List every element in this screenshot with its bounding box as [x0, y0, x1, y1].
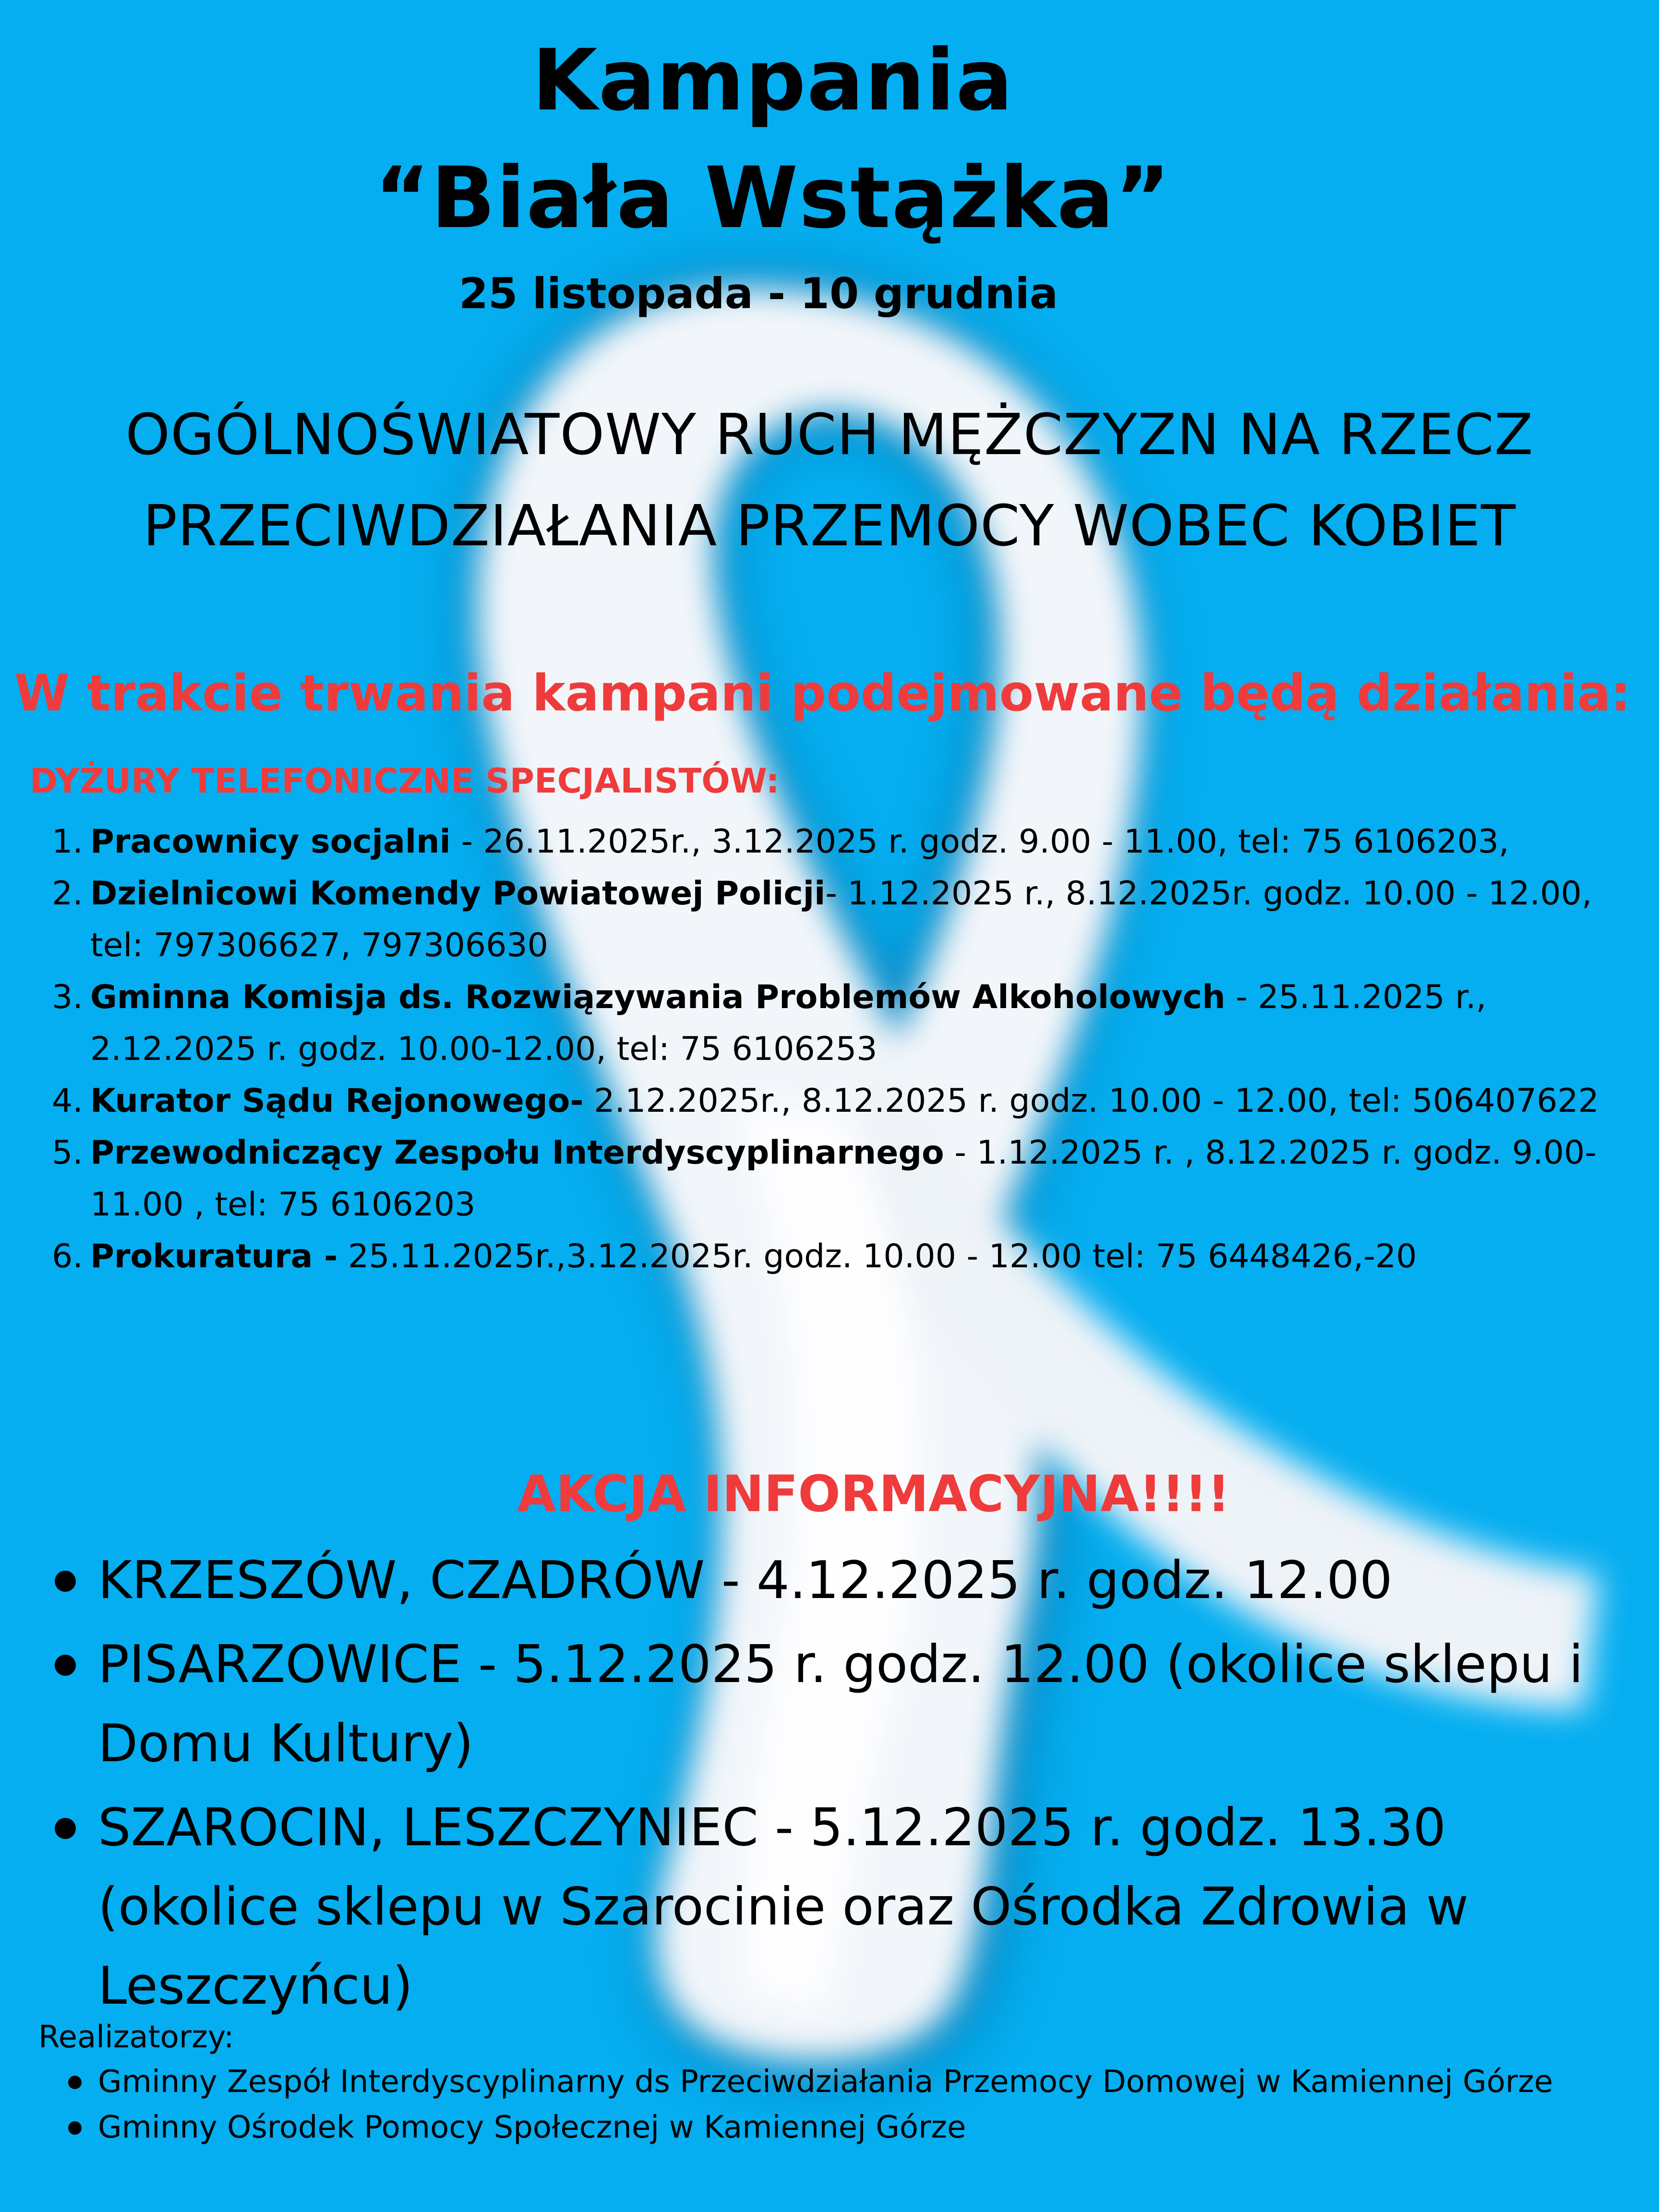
info-location-text: PISARZOWICE - 5.12.2025 r. godz. 12.00 (okolice sklepu i Domu Kultury) [98, 1635, 1584, 1774]
duty-item-name: Gminna Komisja ds. Rozwiązywania Problemów Alkoholowych [90, 978, 1226, 1016]
bullet-icon [68, 2121, 82, 2135]
bullet-icon [55, 1571, 76, 1592]
duty-heading: DYŻURY TELEFONICZNE SPECJALISTÓW: [30, 761, 780, 801]
duty-item-details: 25.11.2025r.,3.12.2025r. godz. 10.00 - 12.00 tel: 75 6448426,-20 [337, 1238, 1417, 1275]
duty-item-number: 5. [52, 1134, 83, 1172]
info-location-item [48, 1625, 1608, 1783]
duty-item-details: - 26.11.2025r., 3.12.2025 r. godz. 9.00 - 11.00, tel: 75 6106203, [450, 823, 1509, 861]
realizer-item [65, 2105, 1553, 2151]
info-campaign-heading: AKCJA INFORMACYJNA!!!! [517, 1465, 1230, 1523]
duty-item-name: Przewodniczący Zespołu Interdyscyplinarnego [90, 1134, 944, 1172]
campaign-title-line1: Kampania [532, 31, 1014, 130]
duty-item [52, 816, 1636, 868]
bullet-icon [68, 2076, 82, 2089]
info-location-item [48, 1788, 1608, 2026]
duty-item-number: 3. [52, 978, 83, 1016]
info-locations-list [48, 1541, 1608, 2031]
info-location-text: KRZESZÓW, CZADRÓW - 4.12.2025 r. godz. 12.00 [98, 1551, 1393, 1611]
movement-description [19, 389, 1640, 571]
realizer-name: Gminny Ośrodek Pomocy Społecznej w Kamiennej Górze [98, 2110, 966, 2145]
campaign-title-line2: “Biała Wstążka” [374, 149, 1171, 247]
duty-item [52, 1075, 1636, 1127]
duty-item-details: - 25.11.2025 r., 2.12.2025 r. godz. 10.00-12.00, tel: 75 6106253 [90, 978, 1487, 1068]
duty-item-name: Kurator Sądu Rejonowego- [90, 1082, 584, 1120]
movement-line1: OGÓLNOŚWIATOWY RUCH MĘŻCZYZN NA RZECZ [125, 401, 1534, 468]
info-location-item [48, 1541, 1608, 1620]
info-location-text: SZAROCIN, LESZCZYNIEC - 5.12.2025 r. godz. 13.30 (okolice sklepu w Szarocinie oraz Ośrodka Zdrowia w Leszczyńcu) [98, 1798, 1469, 2016]
duty-item [52, 1127, 1636, 1231]
realizers-label: Realizatorzy: [38, 2020, 234, 2055]
activities-heading: W trakcie trwania kampani podejmowane będą działania: [14, 664, 1631, 722]
duty-item-details: - 1.12.2025 r. , 8.12.2025 r. godz. 9.00-11.00 , tel: 75 6106203 [90, 1134, 1597, 1224]
duty-list [52, 816, 1636, 1283]
duty-item-number: 4. [52, 1082, 83, 1120]
duty-item-number: 2. [52, 875, 83, 913]
duty-item-number: 6. [52, 1238, 83, 1275]
duty-item-details: 2.12.2025r., 8.12.2025 r. godz. 10.00 - 12.00, tel: 506407622 [583, 1082, 1599, 1120]
duty-item-number: 1. [52, 823, 83, 861]
duty-item-name: Prokuratura - [90, 1238, 338, 1275]
realizers-list [65, 2059, 1553, 2151]
duty-item-details: - 1.12.2025 r., 8.12.2025r. godz. 10.00 - 12.00, tel: 797306627, 797306630 [90, 875, 1592, 964]
duty-item [52, 972, 1636, 1075]
duty-item [52, 868, 1636, 972]
movement-line2: PRZECIWDZIAŁANIA PRZEMOCY WOBEC KOBIET [143, 493, 1516, 559]
realizer-item [65, 2059, 1553, 2105]
bullet-icon [55, 1655, 76, 1676]
realizer-name: Gminny Zespół Interdyscyplinarny ds Przeciwdziałania Przemocy Domowej w Kamiennej Górze [98, 2064, 1553, 2100]
duty-item [52, 1231, 1636, 1283]
campaign-dates: 25 listopada - 10 grudnia [458, 269, 1058, 318]
bullet-icon [55, 1818, 76, 1839]
duty-item-name: Dzielnicowi Komendy Powiatowej Policji [90, 875, 826, 913]
duty-item-name: Pracownicy socjalni [90, 823, 451, 861]
